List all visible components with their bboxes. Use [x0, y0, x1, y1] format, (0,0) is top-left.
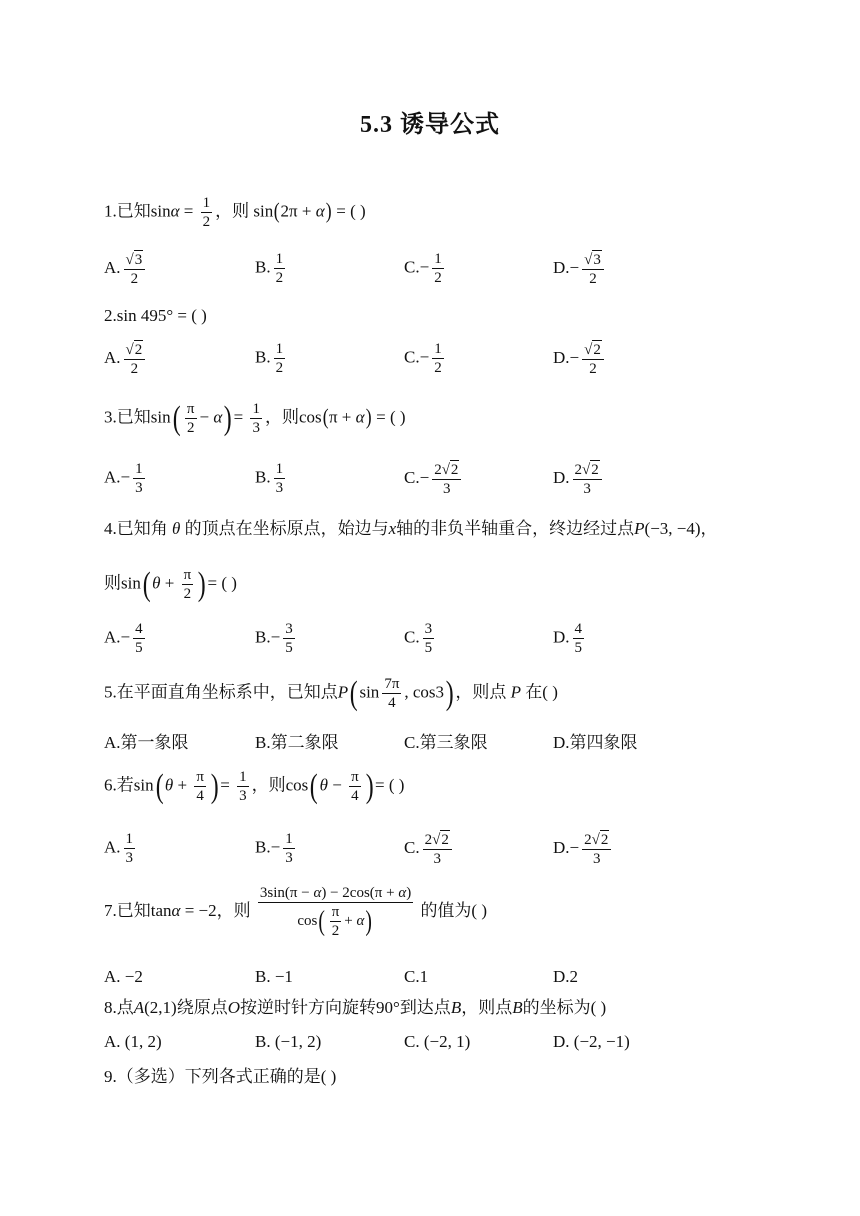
question-6-option-c: C. $\frac{2√2}{3}$: [404, 830, 455, 868]
question-1-option-c: C.− $\frac{1}{2}$: [404, 251, 442, 286]
question-5-option-c: C.第三象限: [404, 733, 488, 752]
question-4-option-c: C. $\frac{3}{5}$: [404, 621, 433, 656]
question-3-option-d: D. $\frac{2√2}{3}$: [553, 460, 605, 498]
question-5: 5.在平面直角坐标系中，已知点P(sin $\frac{7\pi}{4}$ , cos3)，则点 P 在( ): [104, 674, 558, 712]
question-7-option-a: A. −2: [104, 967, 143, 986]
question-3-option-c: C.− $\frac{2√2}{3}$: [404, 460, 464, 498]
question-4-option-a: A.− $\frac{4}{5}$: [104, 621, 143, 656]
question-4-line-1: 4.已知角 θ 的顶点在坐标原点，始边与x轴的非负半轴重合，终边经过点P(−3, −4)，: [104, 519, 718, 538]
question-4-option-d: D. $\frac{4}{5}$: [553, 621, 583, 656]
page-title: 5.3 诱导公式: [360, 112, 500, 138]
question-7-option-d: D.2: [553, 967, 579, 986]
question-2-option-b: B. $\frac{1}{2}$: [255, 341, 284, 376]
question-3-option-b: B. $\frac{1}{3}$: [255, 461, 284, 496]
question-3-option-a: A.− $\frac{1}{3}$: [104, 461, 143, 496]
question-6-option-b: B.− $\frac{1}{3}$: [255, 831, 293, 866]
question-3: 3.已知sin( $\frac{\pi}{2}$ − α)= $\frac{1}{3}$ ，则cos(π + α) = ( ): [104, 399, 406, 437]
question-1: 1.已知sinα = $\frac{1}{2}$ ，则 sin(2π + α) = ( ): [104, 195, 366, 230]
question-8-option-d: D. (−2, −1): [553, 1032, 630, 1051]
question-6-option-a: A. $\frac{1}{3}$: [104, 831, 134, 866]
question-1-option-d: D.− $\frac{√3}{2}$: [553, 250, 607, 288]
question-1-option-a: A. $\frac{√3}{2}$: [104, 250, 148, 288]
question-8: 8.点A(2,1)绕原点O按逆时针方向旋转90°到达点B，则点B的坐标为( ): [104, 998, 607, 1017]
question-5-option-b: B.第二象限: [255, 733, 339, 752]
question-2: 2.sin 495° = ( ): [104, 306, 207, 325]
question-6-option-d: D.− $\frac{2√2}{3}$: [553, 830, 614, 868]
question-5-option-d: D.第四象限: [553, 733, 638, 752]
question-5-option-a: A.第一象限: [104, 733, 189, 752]
question-8-option-a: A. (1, 2): [104, 1032, 162, 1051]
question-7-option-c: C.1: [404, 967, 429, 986]
question-8-option-b: B. (−1, 2): [255, 1032, 322, 1051]
question-2-option-c: C.− $\frac{1}{2}$: [404, 341, 442, 376]
question-4-option-b: B.− $\frac{3}{5}$: [255, 621, 293, 656]
question-9: 9.（多选）下列各式正确的是( ): [104, 1067, 337, 1086]
question-6: 6.若sin(θ + $\frac{\pi}{4}$ )= $\frac{1}{3}$ ，则cos(θ − $\frac{\pi}{4}$ )= ( ): [104, 767, 405, 805]
question-1-option-b: B. $\frac{1}{2}$: [255, 251, 284, 286]
question-4-line-2: 则sin(θ + $\frac{\pi}{2}$ )= ( ): [104, 565, 237, 603]
question-7: 7.已知tanα = −2，则 3sin(π − α) − 2cos(π + α) cos( $\frac{\pi}{2}$ + α) 的值为( ): [104, 885, 488, 939]
question-2-option-a: A. $\frac{√2}{2}$: [104, 340, 148, 378]
question-7-option-b: B. −1: [255, 967, 293, 986]
question-8-option-c: C. (−2, 1): [404, 1032, 471, 1051]
question-2-option-d: D.− $\frac{√2}{2}$: [553, 340, 607, 378]
